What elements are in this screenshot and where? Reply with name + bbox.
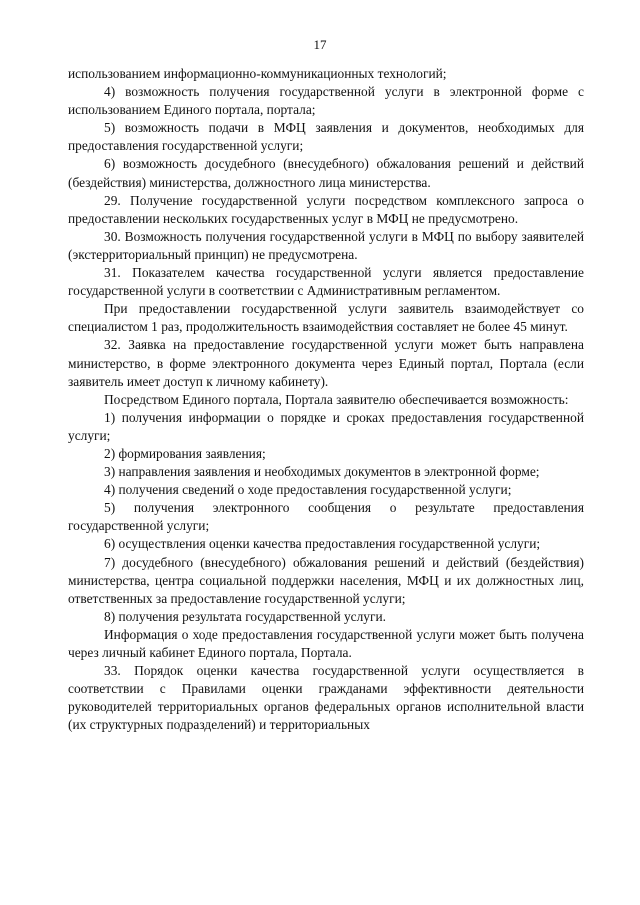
list-item: 6) осуществления оценки качества предоставления государственной услуги;: [104, 536, 541, 552]
list-item: 3) направления заявления и необходимых документов в электронной форме;: [104, 464, 540, 480]
paragraph: 30. Возможность получения государственной услуги в МФЦ по выбору заявителей (экстерриториальный принцип) не предусмотрена.: [68, 228, 584, 262]
paragraph: 31. Показателем качества государственной услуги является предоставление государственной услуги в соответствии с Административным регламентом.: [68, 265, 584, 299]
page-number: 17: [313, 37, 327, 52]
paragraph: использованием информационно-коммуникационных технологий;: [68, 66, 447, 81]
list-item: 1) получения информации о порядке и сроках предоставления государственной услуги;: [68, 409, 584, 443]
paragraph: 4) возможность получения государственной услуги в электронной форме с использованием Единого портала, портала;: [68, 84, 584, 118]
list-item: 8) получения результата государственной услуги.: [104, 608, 386, 624]
list-item: 4) получения сведений о ходе предоставления государственной услуги;: [104, 482, 512, 498]
paragraph: При предоставлении государственной услуги заявитель взаимодействует со специалистом 1 раз, продолжительность взаимодействия составляет не более 45 минут.: [68, 301, 584, 335]
paragraph: 29. Получение государственной услуги посредством комплексного запроса о предоставлении нескольких государственных услуг в МФЦ не предусмотрено.: [68, 192, 584, 226]
list-item: 2) формирования заявления;: [104, 445, 266, 461]
list-item: 7) досудебного (внесудебного) обжалования решений и действий (бездействия) министерства, центра социальной поддержки населения, МФЦ и их должностных лиц, ответственных за предоставление государственной услуги;: [68, 554, 584, 606]
paragraph: 32. Заявка на предоставление государственной услуги может быть направлена министерство, в форме электронного документа через Единый портал, Портала (если заявитель имеет доступ к личному кабинету).: [68, 337, 584, 389]
paragraph: 33. Порядок оценки качества государственной услуги осуществляется в соответствии с Правилами оценки гражданами эффективности деятельности руководителей территориальных органов федеральных органов исполнительной власти (их структурных подразделений) и территориальных: [68, 663, 584, 733]
list-item: 5) получения электронного сообщения о результате предоставления государственной услуги;: [68, 500, 584, 534]
paragraph: Информация о ходе предоставления государственной услуги может быть получена через личный кабинет Единого портала, Портала.: [68, 626, 584, 660]
paragraph: 5) возможность подачи в МФЦ заявления и документов, необходимых для предоставления государственной услуги;: [68, 120, 584, 154]
paragraph: 6) возможность досудебного (внесудебного) обжалования решений и действий (бездействия) министерства, должностного лица министерства.: [68, 156, 584, 190]
paragraph: Посредством Единого портала, Портала заявителю обеспечивается возможность:: [104, 391, 569, 407]
document-body: [68, 65, 584, 734]
